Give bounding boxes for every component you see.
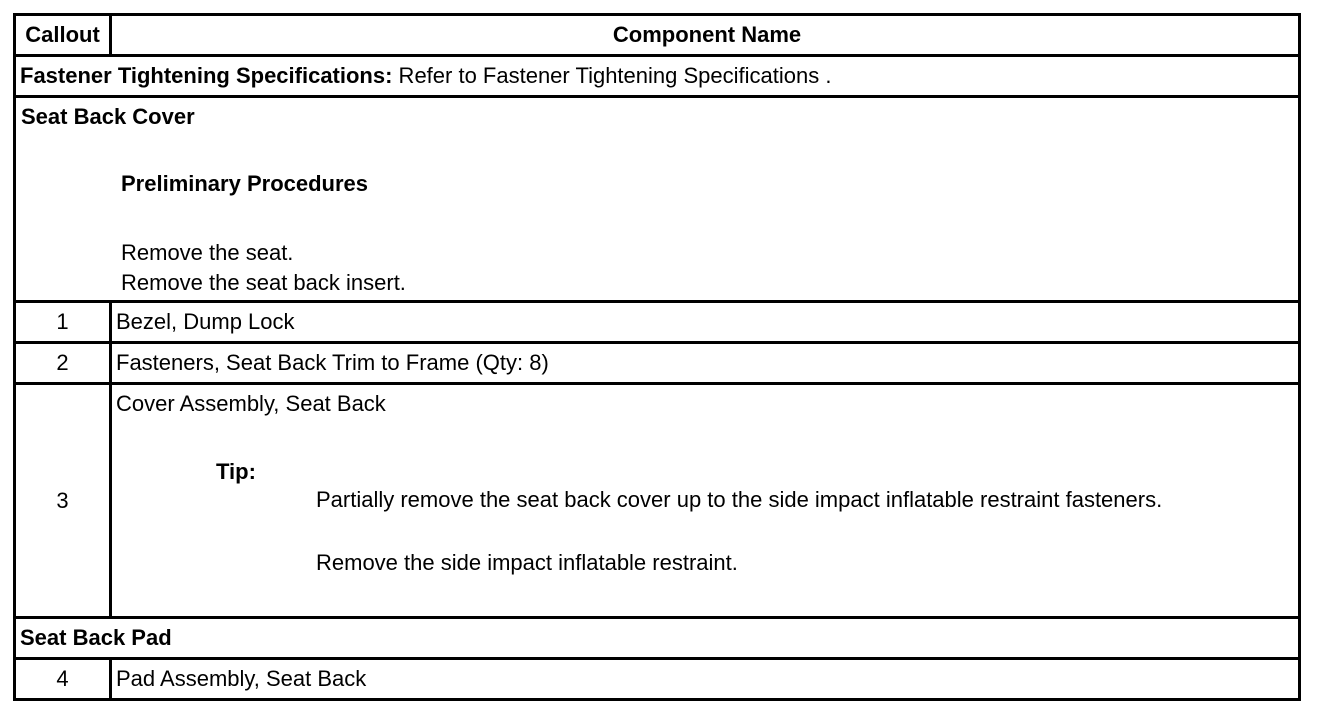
header-callout: Callout: [16, 16, 112, 54]
preliminary-procedures-title: Preliminary Procedures: [121, 171, 369, 196]
component-name: Cover Assembly, Seat Back: [116, 391, 386, 416]
preliminary-steps: [121, 238, 406, 298]
preliminary-step: Remove the seat.: [121, 240, 294, 265]
component-name: Pad Assembly, Seat Back: [116, 666, 367, 691]
table-row: [16, 344, 1298, 385]
fastener-spec-label: Fastener Tightening Specifications:: [20, 63, 393, 88]
component-name: Fasteners, Seat Back Trim to Frame (Qty: 8): [116, 350, 549, 375]
component-table: [13, 13, 1301, 701]
section-title-seat-back-cover: Seat Back Cover: [21, 104, 195, 129]
fastener-spec-cell: [16, 57, 1298, 95]
callout-number: 3: [16, 385, 112, 616]
table-row: [16, 303, 1298, 344]
component-detail-cell: [112, 385, 1298, 616]
table-row: [16, 660, 1298, 698]
tip-label: Tip:: [216, 459, 256, 484]
tip-text: Partially remove the seat back cover up to the side impact inflatable restraint fasteners.: [316, 487, 1163, 512]
table-header-row: [16, 16, 1298, 57]
seat-back-pad-section: [16, 619, 1298, 660]
fastener-spec-text: Refer to Fastener Tightening Specifications .: [392, 63, 832, 88]
component-name: Bezel, Dump Lock: [116, 309, 295, 334]
callout-number: 1: [16, 303, 112, 341]
callout-number: 2: [16, 344, 112, 382]
section-title-seat-back-pad: Seat Back Pad: [20, 625, 172, 650]
tip-text: Remove the side impact inflatable restraint.: [316, 550, 738, 575]
table-row: [16, 385, 1298, 619]
callout-number: 4: [16, 660, 112, 698]
preliminary-step: Remove the seat back insert.: [121, 270, 406, 295]
header-component-name: Component Name: [612, 22, 802, 47]
fastener-spec-row: [16, 57, 1298, 98]
seat-back-cover-section: [16, 98, 1298, 303]
